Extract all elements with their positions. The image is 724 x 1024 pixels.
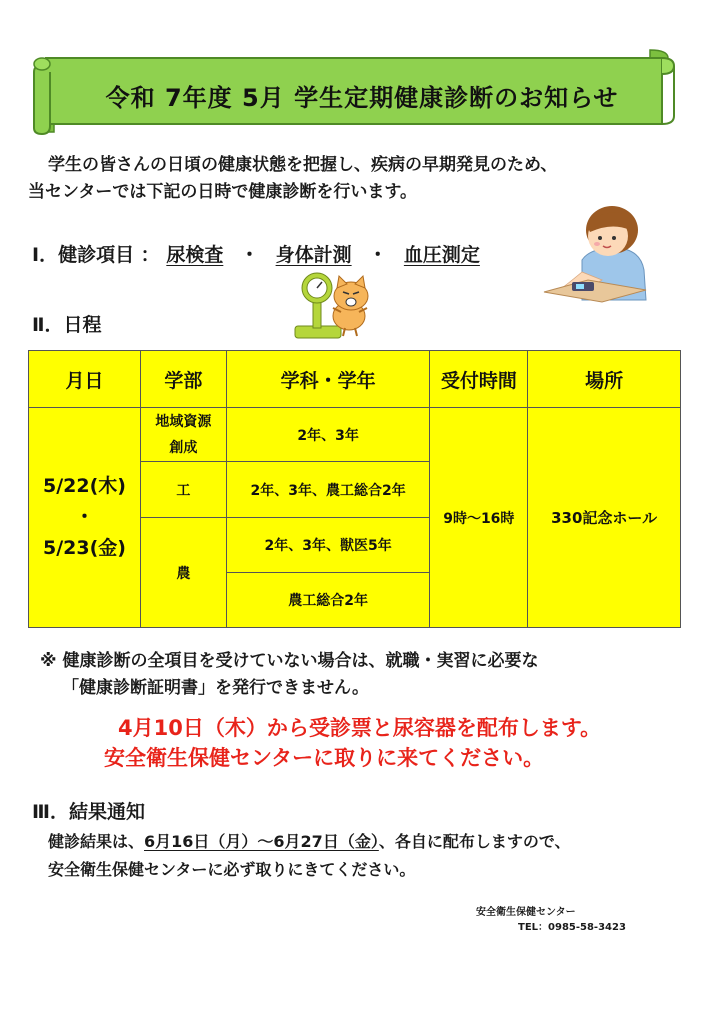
result-line-2: 安全衛生保健センターに必ず取りにきてください。 xyxy=(48,860,416,879)
section-1-heading: Ⅰ．健診項目 ： xyxy=(32,244,160,266)
detail-cell: 2年、3年、獣医5年 xyxy=(226,518,430,573)
section-checkup-items xyxy=(32,240,480,267)
item-separator: ・ xyxy=(368,244,388,266)
faculty-regional-line-1: 地域資源 xyxy=(155,413,212,430)
cat-on-scale-illustration xyxy=(293,270,375,340)
intro-line-1: 学生の皆さんの日頃の健康状態を把握し、疾病の早期発見のため、 xyxy=(48,155,558,175)
announcement-line-1: 4月10日（木）から受診票と尿容器を配布します。 xyxy=(118,716,602,740)
note-line-2: 「健康診断証明書」を発行できません。 xyxy=(62,678,370,698)
time-cell: 9時～16時 xyxy=(430,408,528,628)
item-urine-test: 尿検査 xyxy=(166,244,224,266)
announcement-line-2: 安全衛生保健センターに取りに来てください。 xyxy=(104,746,545,770)
date-line-1: 5/22(木) xyxy=(42,475,126,497)
item-separator: ・ xyxy=(239,244,259,266)
distribution-announcement xyxy=(104,713,601,773)
table-header-row xyxy=(29,351,681,408)
certificate-note xyxy=(40,648,538,702)
header-department-year: 学科・学年 xyxy=(226,351,430,408)
intro-paragraph xyxy=(28,152,678,206)
item-body-measurement: 身体計測 xyxy=(275,244,352,266)
header-faculty: 学部 xyxy=(140,351,226,408)
note-line-1: ※ 健康診断の全項目を受けていない場合は、就職・実習に必要な xyxy=(40,651,539,671)
date-cell xyxy=(29,408,141,628)
result-text-before: 健診結果は、 xyxy=(48,832,145,851)
page-title: 令和 7年度 5月 学生定期健康診断のお知らせ xyxy=(105,84,619,112)
section-2-heading: Ⅱ．日程 xyxy=(32,314,102,336)
item-blood-pressure: 血圧測定 xyxy=(403,244,480,266)
result-period: 6月16日（月）～6月27日（金） xyxy=(144,832,379,851)
section-3-heading: Ⅲ．結果通知 xyxy=(32,801,145,823)
faculty-engineering-cell: 工 xyxy=(140,462,226,518)
faculty-regional-cell xyxy=(140,408,226,462)
schedule-table xyxy=(28,350,681,628)
blood-pressure-woman-illustration xyxy=(542,200,654,304)
detail-cell: 2年、3年、農工総合2年 xyxy=(226,462,430,518)
date-line-3: 5/23(金) xyxy=(42,537,126,559)
header-date: 月日 xyxy=(29,351,141,408)
header-reception-time: 受付時間 xyxy=(430,351,528,408)
table-row xyxy=(29,408,681,462)
detail-cell: 農工総合2年 xyxy=(226,573,430,628)
detail-cell: 2年、3年 xyxy=(226,408,430,462)
footer-org: 安全衛生保健センター xyxy=(476,907,576,918)
footer-tel: TEL：0985-58-3423 xyxy=(518,922,626,933)
result-text-after: 、各自に配布しますので、 xyxy=(378,832,571,851)
place-cell: 330記念ホール xyxy=(528,408,681,628)
header-place: 場所 xyxy=(528,351,681,408)
contact-footer xyxy=(476,905,626,935)
result-notice xyxy=(48,828,571,884)
date-line-2: ・ xyxy=(74,506,94,528)
faculty-regional-line-2: 創成 xyxy=(169,439,198,456)
faculty-agriculture-cell: 農 xyxy=(140,518,226,628)
title-banner xyxy=(32,48,680,136)
intro-line-2: 当センターでは下記の日時で健康診断を行います。 xyxy=(28,182,417,202)
